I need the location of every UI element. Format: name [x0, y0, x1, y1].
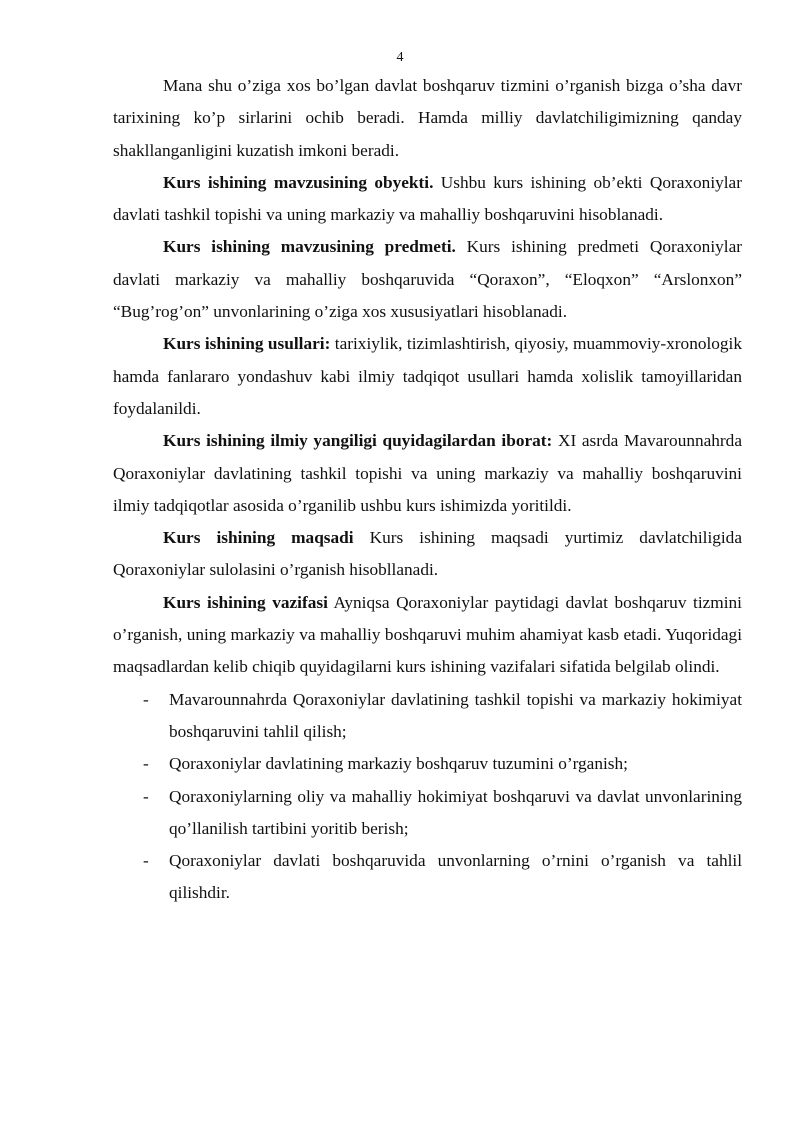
list-item-text: Mavarounnahrda Qoraxoniylar davlatining tashkil topishi va markaziy hokimiyat boshqaruvini tahlil qilish; [169, 689, 742, 741]
paragraph-subject [113, 231, 742, 328]
paragraph-text: Ayniqsa Qoraxoniylar paytidagi davlat boshqaruv tizmini o’rganish, uning markaziy va mahalliy boshqaruvi muhim ahamiyat kasb etadi. Yuqoridagi maqsadlardan kelib chiqib quyidagilarni kurs ishining vazifalari sifatida belgilab olindi. [113, 592, 742, 677]
list-item [113, 845, 742, 910]
paragraph-novelty [113, 425, 742, 522]
document-body [113, 70, 742, 910]
page-number: 4 [396, 50, 404, 65]
list-dash: - [143, 786, 149, 806]
paragraph-object [113, 167, 742, 232]
list-item [113, 748, 742, 780]
list-item-text: Qoraxoniylar davlati boshqaruvida unvonlarning o’rnini o’rganish va tahlil qilishdir. [169, 851, 742, 903]
paragraph-heading: Kurs ishining maqsadi [163, 528, 354, 548]
paragraph-text: XI asrda Mavarounnahrda Qoraxoniylar davlatining tashkil topishi va uning markaziy va mahalliy boshqaruvini ilmiy tadqiqotlar asosida o’rganilib ushbu kurs ishimizda yoritildi. [113, 431, 742, 515]
paragraph-text: Mana shu o’ziga xos bo’lgan davlat boshqaruv tizmini o’rganish bizga o’sha davr tarixining ko’p sirlarini ochib beradi. Hamda milliy davlatchiligimizning qanday shakllanganligini kuzatish imkoni beradi. [113, 76, 742, 160]
paragraph-heading: Kurs ishining usullari: [163, 334, 331, 354]
paragraph-heading: Kurs ishining mavzusining obyekti. [163, 172, 434, 192]
list-item-text: Qoraxoniylar davlatining markaziy boshqaruv tuzumini o’rganish; [169, 754, 628, 774]
list-item-text: Qoraxoniylarning oliy va mahalliy hokimiyat boshqaruvi va davlat unvonlarining qo’llanilish tartibini yoritib berish; [169, 786, 742, 838]
paragraph-text: tarixiylik, tizimlashtirish, qiyosiy, muammoviy-xronologik hamda fanlararo yondashuv kabi ilmiy tadqiqot usullari hamda xolislik tamoyillaridan foydalanildi. [113, 334, 742, 418]
paragraph-text: Kurs ishining predmeti Qoraxoniylar davlati markaziy va mahalliy boshqaruvida “Qoraxon”, “Eloqxon” “Arslonxon” “Bug’rog’on” unvonlarining o’ziga xos xususiyatlari hisoblanadi. [113, 237, 742, 322]
list-dash: - [143, 689, 149, 709]
list-dash: - [143, 851, 149, 871]
paragraph-text: Kurs ishining maqsadi yurtimiz davlatchiligida Qoraxoniylar sulolasini o’rganish hisobllanadi. [113, 528, 742, 580]
paragraph-text: Ushbu kurs ishining ob’ekti Qoraxoniylar davlati tashkil topishi va uning markaziy va mahalliy boshqaruvini hisoblanadi. [113, 172, 742, 225]
list-item [113, 684, 742, 749]
paragraph-heading: Kurs ishining ilmiy yangiligi quyidagilardan iborat: [163, 431, 553, 451]
paragraph-intro [113, 70, 742, 167]
paragraph-goal [113, 522, 742, 587]
task-list [113, 684, 742, 910]
list-item [113, 781, 742, 846]
paragraph-tasks [113, 587, 742, 684]
list-dash: - [143, 754, 149, 774]
paragraph-heading: Kurs ishining vazifasi [163, 592, 328, 612]
paragraph-methods [113, 328, 742, 425]
paragraph-heading: Kurs ishining mavzusining predmeti. [163, 237, 456, 257]
